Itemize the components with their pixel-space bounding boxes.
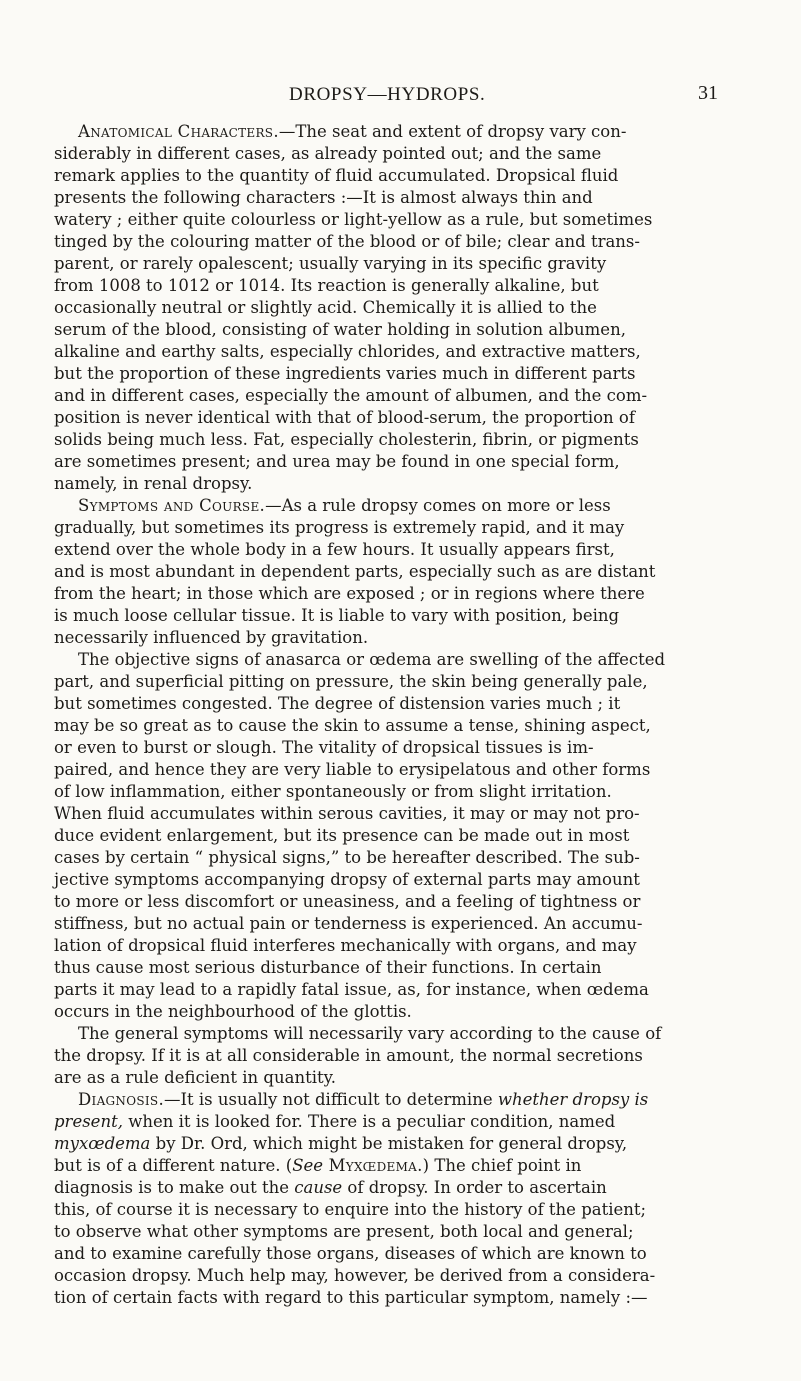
text-line: siderably in different cases, as already pointed out; and the same (54, 144, 602, 163)
text-line: this, of course it is necessary to enquire into the history of the patient; (54, 1200, 647, 1219)
text-line: gradually, but sometimes its progress is extremely rapid, and it may (54, 518, 625, 537)
text-line: and to examine carefully those organs, diseases of which are known to (54, 1244, 647, 1263)
text-line: occurs in the neighbourhood of the glottis. (54, 1002, 412, 1021)
text-line: to more or less discomfort or uneasiness, and a feeling of tightness or (54, 892, 641, 911)
text-line: are as a rule deficient in quantity. (54, 1068, 336, 1087)
text-line: part, and superficial pitting on pressure, the skin being generally pale, (54, 672, 648, 691)
text-line: lation of dropsical fluid interferes mechanically with organs, and may (54, 936, 637, 955)
text-line: but is of a different nature. (See Myxœdema.) The chief point in (54, 1156, 582, 1175)
text-line: but the proportion of these ingredients varies much in different parts (54, 364, 636, 383)
text-line: duce evident enlargement, but its presence can be made out in most (54, 826, 630, 845)
text-line: and is most abundant in dependent parts, especially such as are distant (54, 562, 656, 581)
text-line: alkaline and earthy salts, especially chlorides, and extractive matters, (54, 342, 641, 361)
text-line: presents the following characters :—It is almost always thin and (54, 188, 593, 207)
text-line: Anatomical Characters.—The seat and extent of dropsy vary con- (78, 122, 627, 141)
section-heading-diagnosis: Diagnosis. (78, 1090, 164, 1109)
text-line: parent, or rarely opalescent; usually varying in its specific gravity (54, 254, 607, 273)
text-line: or even to burst or slough. The vitality of dropsical tissues is im- (54, 738, 594, 757)
text-line: of low inflammation, either spontaneously or from slight irritation. (54, 782, 612, 801)
text-line: Diagnosis.—It is usually not difficult to determine whether dropsy is (78, 1090, 649, 1109)
text-line: are sometimes present; and urea may be found in one special form, (54, 452, 620, 471)
text-line: parts it may lead to a rapidly fatal issue, as, for instance, when œdema (54, 980, 649, 999)
running-title: DROPSY—HYDROPS. (289, 84, 486, 105)
text-line: myxœdema by Dr. Ord, which might be mistaken for general dropsy, (54, 1134, 628, 1153)
text-line: from 1008 to 1012 or 1014. Its reaction is generally alkaline, but (54, 276, 599, 295)
cross-reference-myxoedema: Myxœdema. (323, 1156, 423, 1175)
text-line: to observe what other symptoms are present, both local and general; (54, 1222, 634, 1241)
page-number: 31 (698, 82, 718, 104)
text-line: The general symptoms will necessarily vary according to the cause of (78, 1024, 662, 1043)
text-line: extend over the whole body in a few hours. It usually appears first, (54, 540, 615, 559)
text-line: tinged by the colouring matter of the blood or of bile; clear and trans- (54, 232, 640, 251)
text-line: serum of the blood, consisting of water holding in solution albumen, (54, 320, 626, 339)
text-line: but sometimes congested. The degree of distension varies much ; it (54, 694, 621, 713)
text-line: Symptoms and Course.—As a rule dropsy comes on more or less (78, 496, 611, 515)
text-line: watery ; either quite colourless or light-yellow as a rule, but sometimes (54, 210, 653, 229)
text-line: jective symptoms accompanying dropsy of external parts may amount (54, 870, 640, 889)
text-line: from the heart; in those which are exposed ; or in regions where there (54, 584, 645, 603)
text-line: diagnosis is to make out the cause of dropsy. In order to ascertain (54, 1178, 607, 1197)
text-line: stiffness, but no actual pain or tenderness is experienced. An accumu- (54, 914, 643, 933)
text-line: position is never identical with that of blood-serum, the proportion of (54, 408, 635, 427)
text-line: namely, in renal dropsy. (54, 474, 253, 493)
text-line: present, when it is looked for. There is a peculiar condition, named (54, 1112, 616, 1131)
text-line: the dropsy. If it is at all considerable in amount, the normal secretions (54, 1046, 643, 1065)
text-line: may be so great as to cause the skin to assume a tense, shining aspect, (54, 716, 651, 735)
text-line: occasion dropsy. Much help may, however, be derived from a considera- (54, 1266, 656, 1285)
text-line: paired, and hence they are very liable to erysipelatous and other forms (54, 760, 651, 779)
text-line: tion of certain facts with regard to this particular symptom, namely :— (54, 1288, 648, 1307)
section-heading-symptoms-and-course: Symptoms and Course. (78, 496, 266, 515)
text-line: remark applies to the quantity of fluid accumulated. Dropsical fluid (54, 166, 619, 185)
page-header (0, 84, 801, 108)
text-line: The objective signs of anasarca or œdema are swelling of the affected (78, 650, 666, 669)
text-line: and in different cases, especially the amount of albumen, and the com- (54, 386, 648, 405)
text-line: occasionally neutral or slightly acid. Chemically it is allied to the (54, 298, 597, 317)
text-line: necessarily influenced by gravitation. (54, 628, 369, 647)
text-line: solids being much less. Fat, especially cholesterin, fibrin, or pigments (54, 430, 639, 449)
text-line: is much loose cellular tissue. It is liable to vary with position, being (54, 606, 620, 625)
section-heading-anatomical-characters: Anatomical Characters. (78, 122, 279, 141)
text-line: thus cause most serious disturbance of their functions. In certain (54, 958, 602, 977)
text-line: cases by certain “ physical signs,” to be hereafter described. The sub- (54, 848, 640, 867)
text-line: When fluid accumulates within serous cavities, it may or may not pro- (54, 804, 640, 823)
